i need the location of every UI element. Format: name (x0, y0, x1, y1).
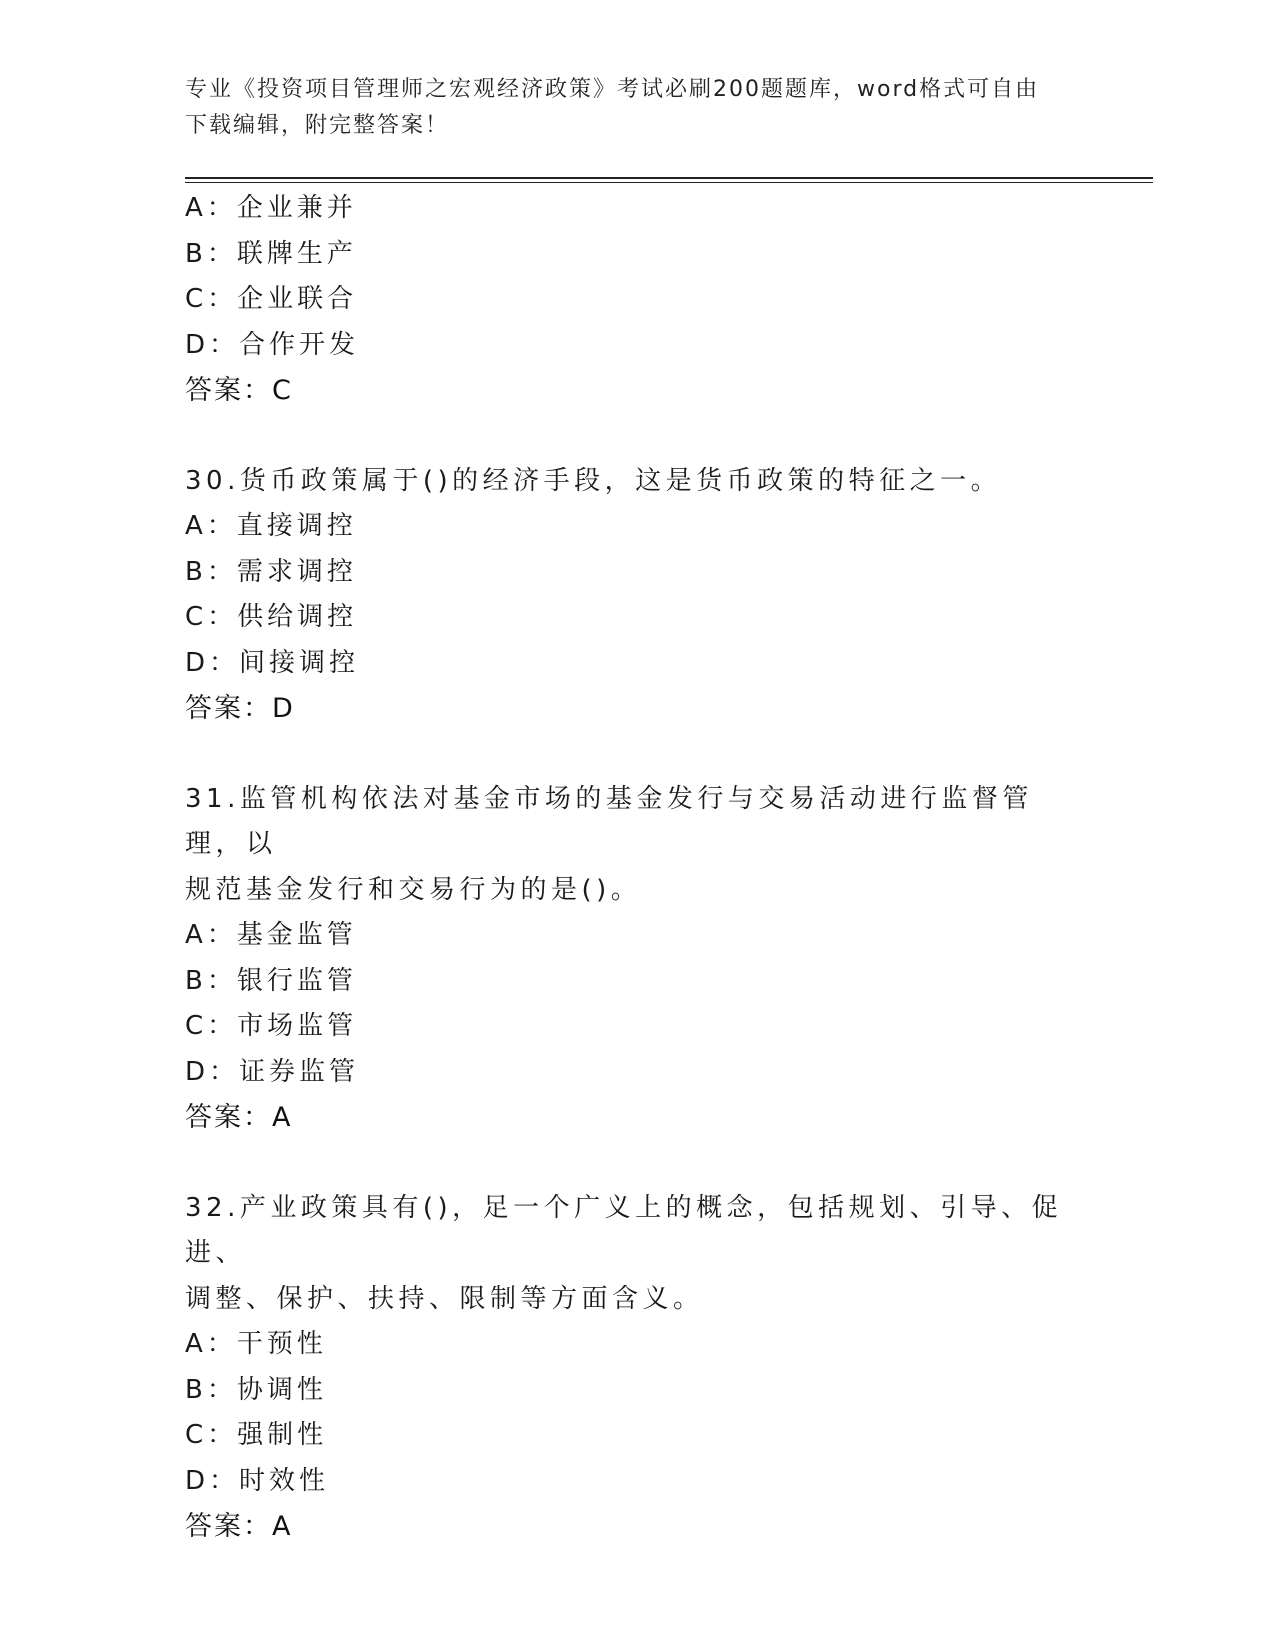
option-d: D：合作开发 (185, 329, 360, 360)
question-text-line-2: 调整、保护、扶持、限制等方面含义。 (185, 1283, 704, 1314)
spacer (185, 414, 1085, 459)
option-b: B：需求调控 (185, 556, 357, 587)
question-29 (185, 186, 1085, 414)
answer-label: 答案：A (185, 1102, 293, 1133)
option-c: C：供给调控 (185, 602, 358, 632)
option-a: A：基金监管 (185, 920, 357, 950)
option-c: C：企业联合 (185, 284, 358, 314)
option-a: A：直接调控 (185, 511, 357, 541)
option-c: C：市场监管 (185, 1011, 358, 1041)
option-a: A：企业兼并 (185, 193, 357, 223)
option-c: C：强制性 (185, 1420, 328, 1450)
answer-label: 答案：A (185, 1511, 293, 1542)
option-b: B：协调性 (185, 1374, 327, 1405)
option-d: D：间接调控 (185, 647, 360, 678)
question-31 (185, 777, 1085, 1141)
option-b: B：联牌生产 (185, 238, 357, 269)
question-text-line-1: 32.产业政策具有()，足一个广义上的概念，包括规划、引导、促进、 (185, 1192, 1063, 1268)
question-list (185, 186, 1085, 1550)
answer-label: 答案：D (185, 693, 295, 724)
question-32 (185, 1186, 1085, 1550)
question-text-line-1: 31.监管机构依法对基金市场的基金发行与交易活动进行监督管理，以 (185, 783, 1033, 859)
option-a: A：干预性 (185, 1329, 327, 1359)
option-b: B：银行监管 (185, 965, 357, 996)
header-divider-thin (185, 182, 1153, 183)
document-header (185, 72, 1065, 144)
header-divider-thick (185, 177, 1153, 179)
header-line-2: 下载编辑，附完整答案！ (185, 113, 450, 138)
question-text: 30.货币政策属于()的经济手段，这是货币政策的特征之一。 (185, 465, 1002, 496)
question-30 (185, 459, 1085, 732)
question-text-line-2: 规范基金发行和交易行为的是()。 (185, 874, 642, 905)
option-d: D：时效性 (185, 1465, 330, 1496)
spacer (185, 732, 1085, 777)
option-d: D：证券监管 (185, 1056, 360, 1087)
answer-label: 答案：C (185, 375, 293, 406)
header-line-1: 专业《投资项目管理师之宏观经济政策》考试必刷200题题库，word格式可自由 (185, 77, 1040, 102)
spacer (185, 1141, 1085, 1186)
